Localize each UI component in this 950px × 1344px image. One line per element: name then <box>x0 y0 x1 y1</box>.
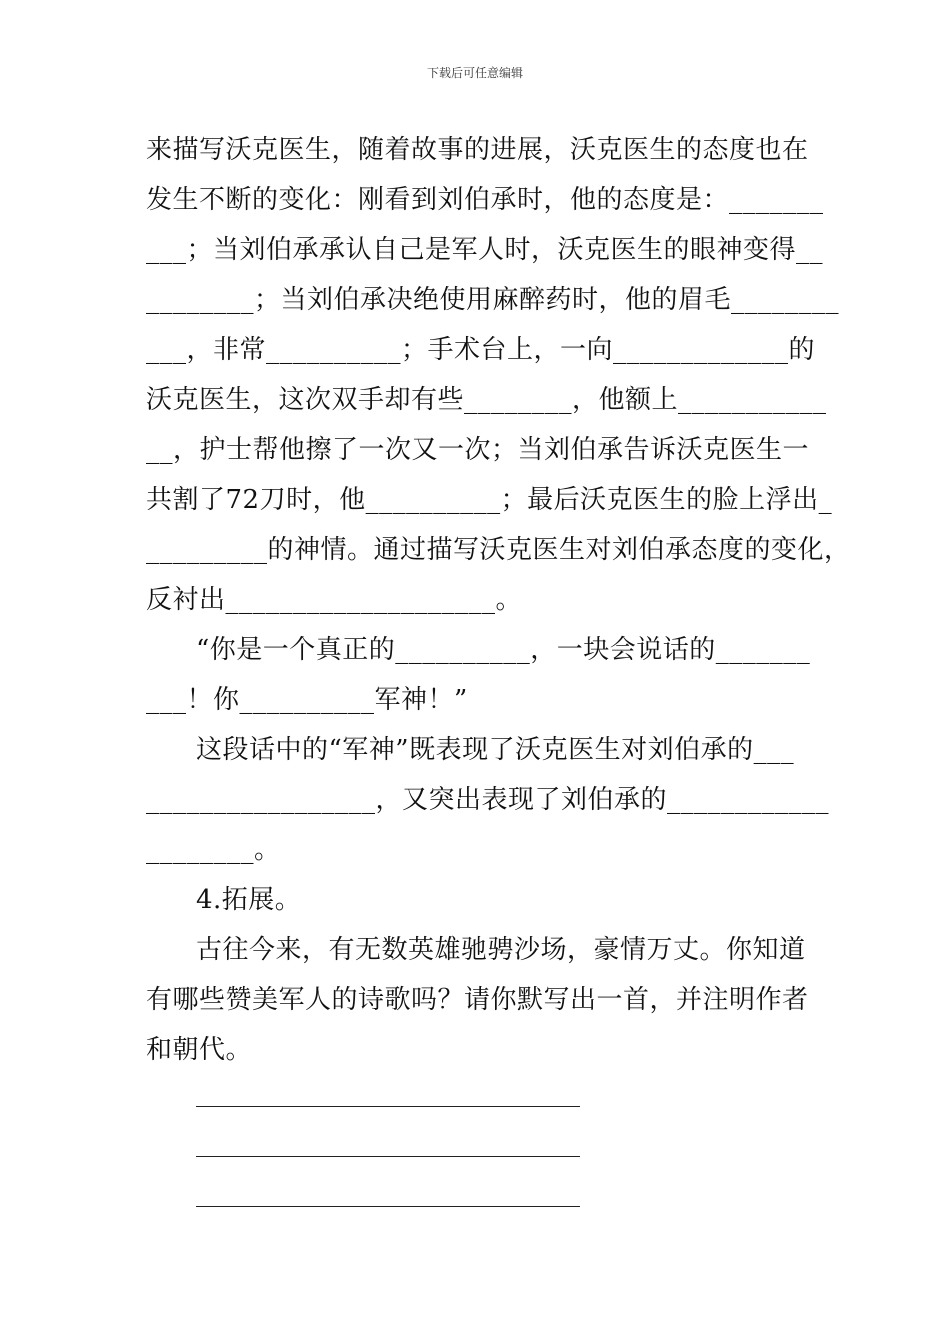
text-line-9: _________的神情。通过描写沃克医生对刘伯承态度的变化， <box>146 535 851 565</box>
page-header: 下载后可任意编辑 <box>426 66 523 80</box>
text-line-8: 共割了72刀时，他__________；最后沃克医生的脸上浮出_ <box>146 485 833 515</box>
text-line-10: 反衬出____________________。 <box>146 585 523 615</box>
text-line-7: __，护士帮他擦了一次又一次；当刘伯承告诉沃克医生一 <box>146 435 810 465</box>
answer-blank-line-2[interactable] <box>196 1156 580 1157</box>
answer-blank-line-3[interactable] <box>196 1206 580 1207</box>
question-line-1: 这段话中的“军神”既表现了沃克医生对刘伯承的___ <box>196 735 795 765</box>
quote-line-1: “你是一个真正的__________，一块会说话的_______ <box>196 635 811 665</box>
text-line-1: 来描写沃克医生，随着故事的进展，沃克医生的态度也在 <box>146 135 809 165</box>
text-line-4: ________；当刘伯承决绝使用麻醉药时，他的眉毛________ <box>146 285 840 315</box>
extension-line-1: 古往今来，有无数英雄驰骋沙场，豪情万丈。你知道 <box>196 935 806 965</box>
text-line-2: 发生不断的变化：刚看到刘伯承时，他的态度是：_______ <box>146 185 824 215</box>
quote-line-2: ___！你__________军神！” <box>146 685 468 715</box>
text-line-5: ___，非常__________；手术台上，一向_____________的 <box>146 335 816 365</box>
extension-line-2: 有哪些赞美军人的诗歌吗？请你默写出一首，并注明作者 <box>146 985 809 1015</box>
section-heading: 4.拓展。 <box>196 885 302 915</box>
question-line-3: ________。 <box>146 835 281 865</box>
text-line-6: 沃克医生，这次双手却有些________，他额上___________ <box>146 385 827 415</box>
answer-blank-line-1[interactable] <box>196 1106 580 1107</box>
text-line-3: ___；当刘伯承承认自己是军人时，沃克医生的眼神变得__ <box>146 235 824 265</box>
extension-line-3: 和朝代。 <box>146 1035 253 1065</box>
question-line-2: _________________，又突出表现了刘伯承的____________ <box>146 785 830 815</box>
